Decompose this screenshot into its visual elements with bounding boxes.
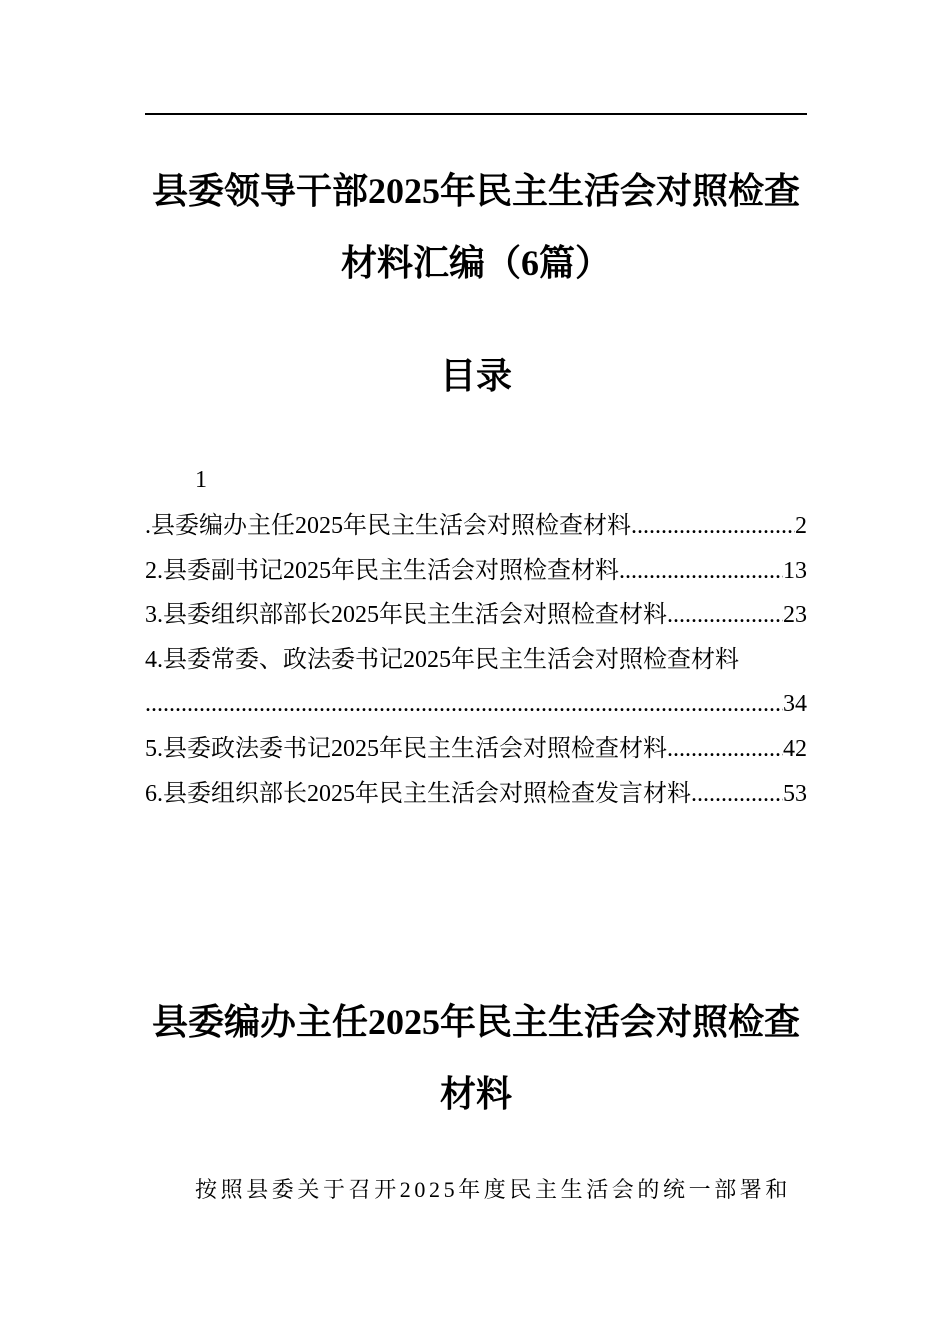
toc-leader-dots <box>631 509 795 543</box>
body-paragraph: 按照县委关于召开2025年度民主生活会的统一部署和 <box>195 1177 792 1202</box>
section-title <box>145 986 807 1130</box>
toc-leader-dots <box>667 598 783 632</box>
toc-entry-page: 34 <box>783 691 807 717</box>
toc-entry-4-continuation[interactable] <box>145 687 807 721</box>
toc-entry-3[interactable] <box>145 598 807 632</box>
toc-leader-dots <box>691 777 783 811</box>
document-title-line1: 县委领导干部2025年民主生活会对照检查 <box>151 171 800 211</box>
toc-entry-6[interactable] <box>145 777 807 811</box>
section-title-line2: 材料 <box>439 1074 512 1114</box>
toc-entry-5[interactable] <box>145 732 807 766</box>
toc-entry-page: 23 <box>783 602 807 628</box>
toc-entry-label: 5.县委政法委书记2025年民主生活会对照检查材料 <box>145 736 667 762</box>
toc-entry-label: 3.县委组织部部长2025年民主生活会对照检查材料 <box>145 602 667 628</box>
toc-entry-2[interactable] <box>145 554 807 588</box>
toc-entry-page: 42 <box>783 736 807 762</box>
toc-entry-label: 2.县委副书记2025年民主生活会对照检查材料 <box>145 558 619 584</box>
section-title-line1: 县委编办主任2025年民主生活会对照检查 <box>151 1002 800 1042</box>
toc-entry-1[interactable] <box>145 509 807 543</box>
toc-entry-label: .县委编办主任2025年民主生活会对照检查材料 <box>145 513 631 539</box>
top-rule <box>145 113 807 115</box>
toc-entry-4[interactable] <box>145 643 807 677</box>
toc-entry-label: 4.县委常委、政法委书记2025年民主生活会对照检查材料 <box>145 647 739 673</box>
toc-leader-dots <box>619 554 783 588</box>
toc-entry-page: 53 <box>783 781 807 807</box>
toc-heading: 目录 <box>439 356 512 396</box>
document-title <box>145 155 807 299</box>
document-title-line2: 材料汇编（6篇） <box>340 243 611 283</box>
toc-first-number: 1 <box>195 467 207 493</box>
toc-entry-label: 6.县委组织部长2025年民主生活会对照检查发言材料 <box>145 781 691 807</box>
toc-leader-dots <box>667 732 783 766</box>
toc-leader-dots <box>145 687 783 721</box>
toc-entry-page: 2 <box>795 513 807 539</box>
toc-entry-page: 13 <box>783 558 807 584</box>
